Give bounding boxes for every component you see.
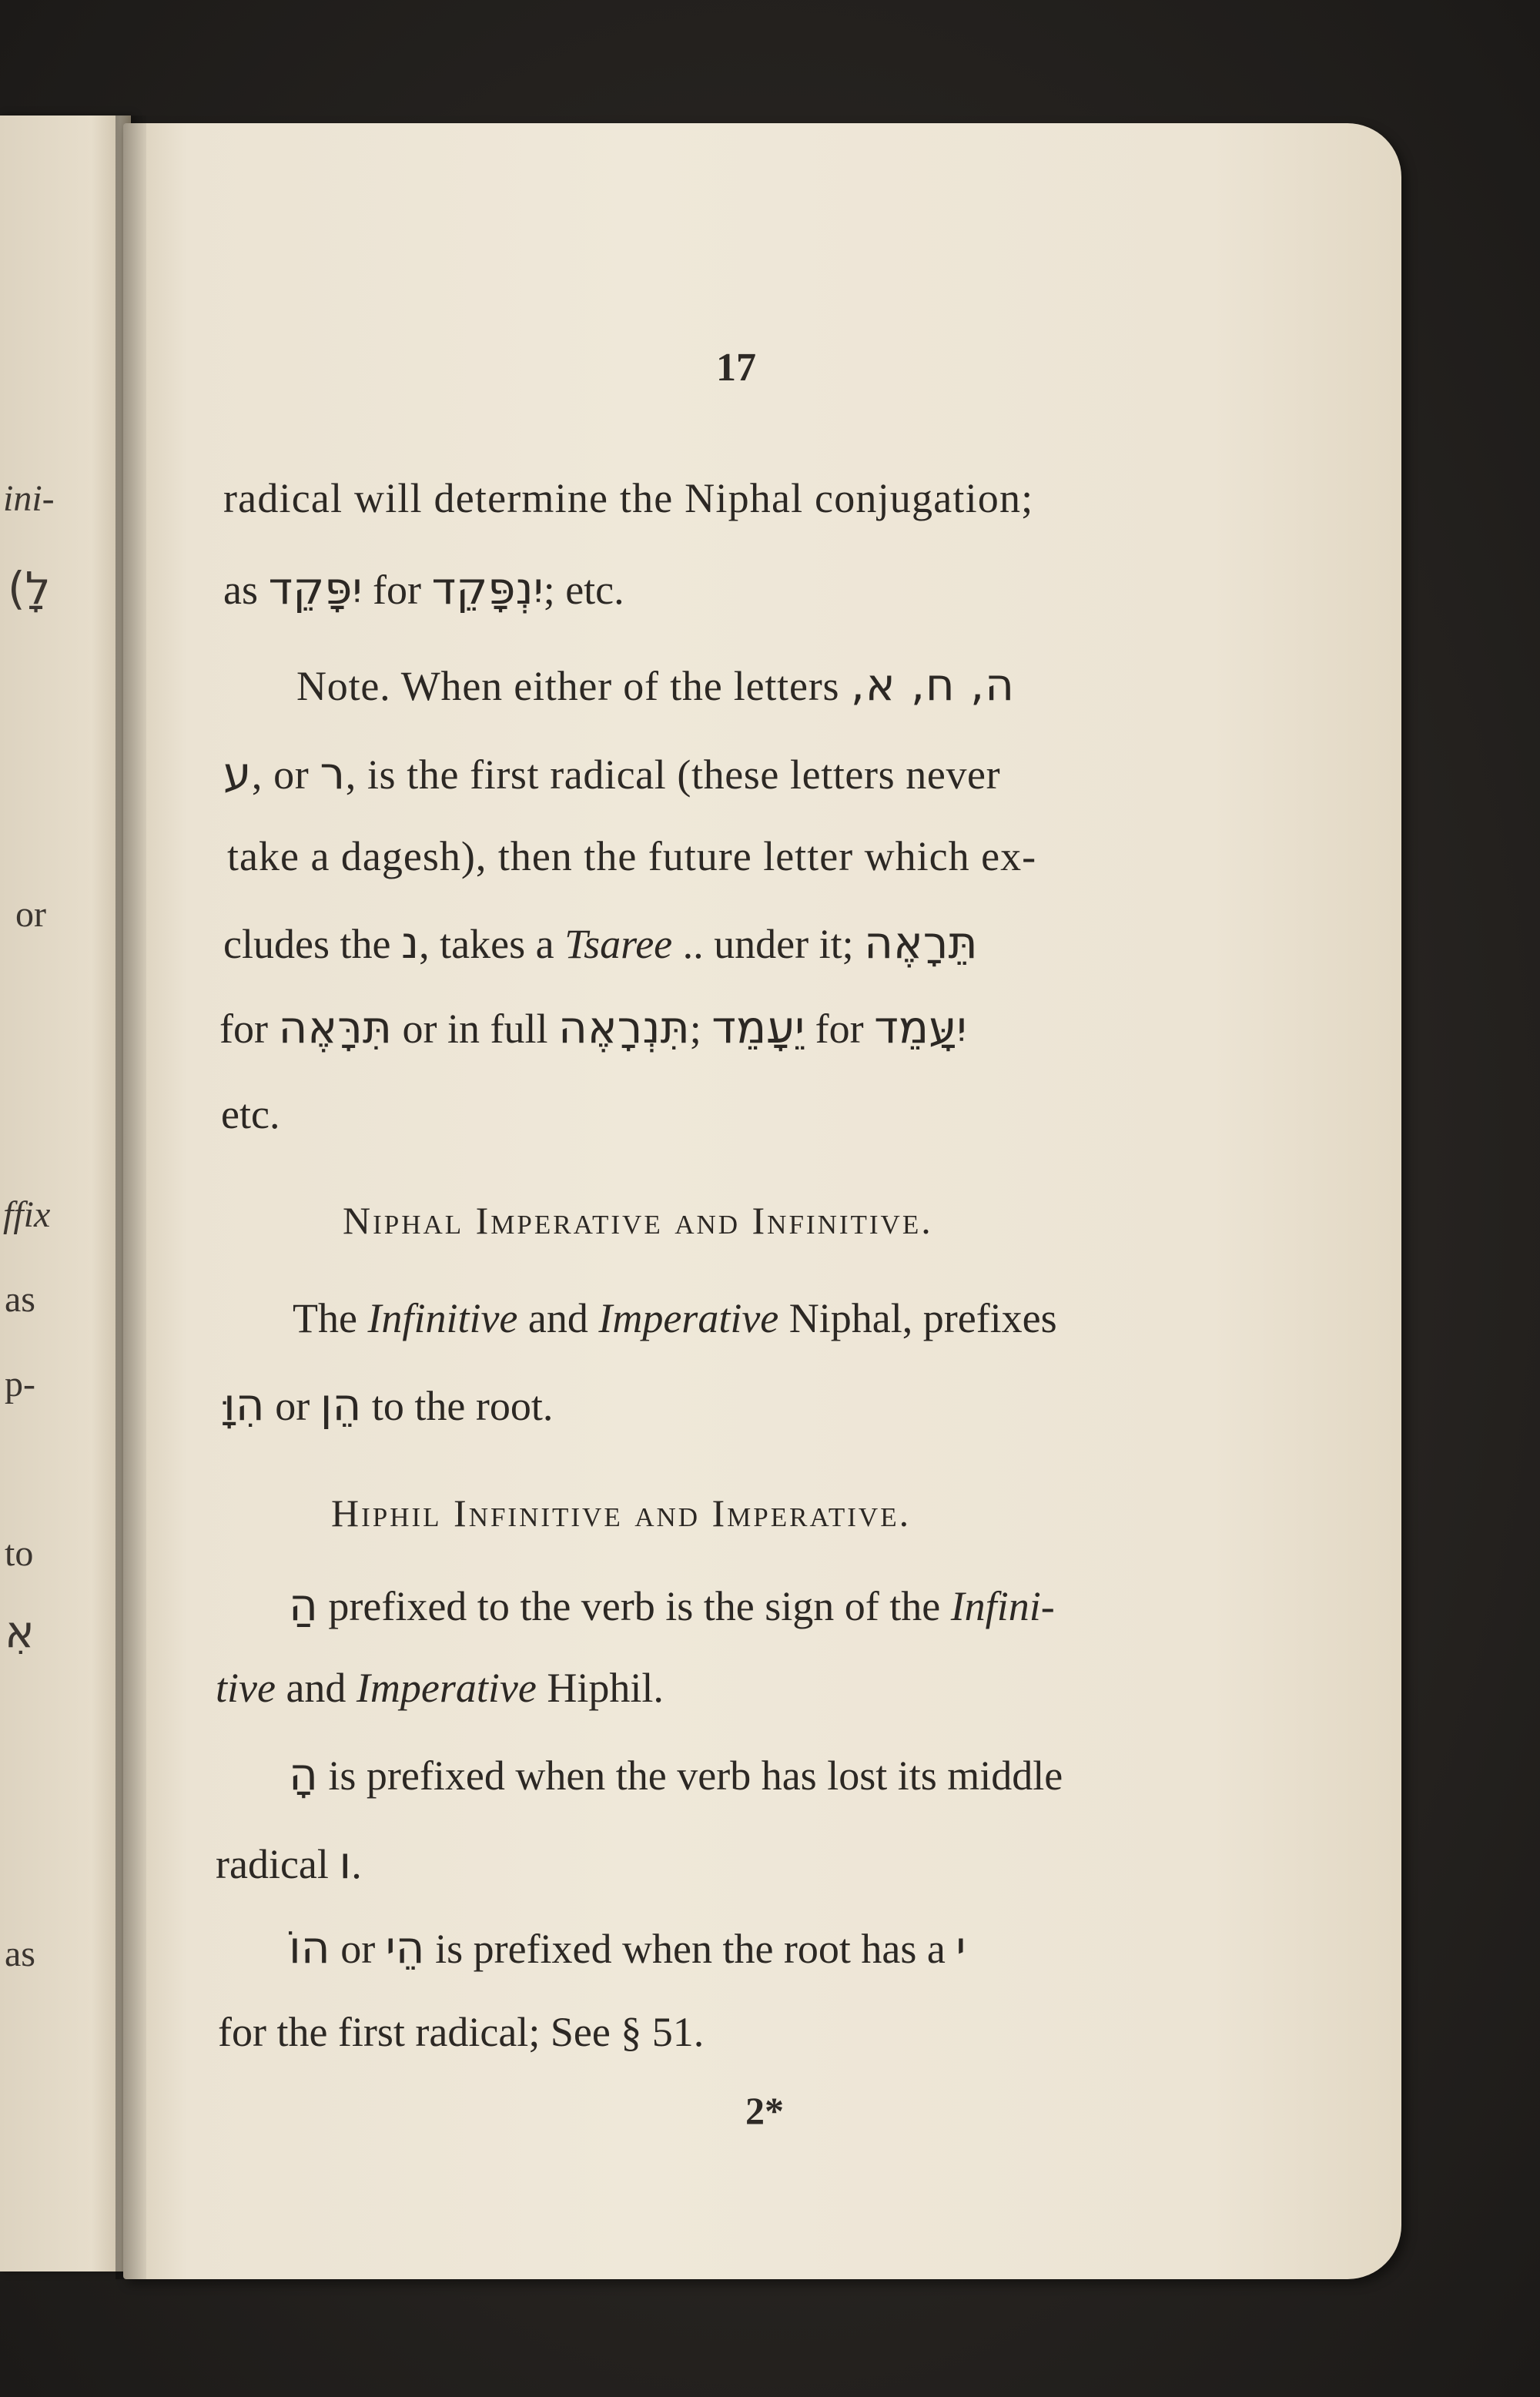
hebrew-letter: ע (223, 747, 252, 799)
book-gutter (116, 115, 146, 2279)
text-line: as יִפָּקֵד for יִנְפָּקֵד; etc. (223, 562, 624, 614)
left-fragment: to (5, 1533, 34, 1574)
hebrew-word: יִעָּמֵד (874, 1001, 967, 1053)
hebrew-word: יִפָּקֵד (268, 562, 363, 614)
text-line: הִוָּ or הֵן to the root. (223, 1378, 554, 1431)
hebrew-word: יִנְפָּקֵד (431, 562, 544, 614)
hebrew-word: תִּרָּאֶה (278, 1001, 392, 1053)
section-heading: Hiphil Infinitive and Imperative. (331, 1491, 912, 1535)
signature-mark: 2* (745, 2089, 784, 2132)
hebrew-prefix: הֵי (385, 1921, 425, 1974)
text-line: The Infinitive and Imperative Niphal, prefixes (293, 1295, 1057, 1341)
left-page (0, 115, 131, 2271)
text-line: take a dagesh), then the future letter which ex- (227, 833, 1037, 879)
text-line: הַ prefixed to the verb is the sign of the Infini- (289, 1578, 1055, 1631)
text-line: הָ is prefixed when the verb has lost its middle (289, 1748, 1063, 1800)
text-line: radical ו. (216, 1836, 362, 1889)
hebrew-prefix: הָ (289, 1748, 318, 1800)
text-line: etc. (221, 1091, 280, 1137)
text-line: ע, or ר, is the first radical (these letters never (223, 747, 1001, 799)
text-line: cludes the נ, takes a Tsaree .. under it; תֵּרָאֶה (223, 916, 978, 969)
hebrew-prefix: הַ (289, 1578, 318, 1631)
section-heading: Niphal Imperative and Infinitive. (343, 1199, 933, 1242)
hebrew-letter: ר (320, 747, 346, 799)
text-line: Note. When either of the letters ה, ח, א, (296, 658, 1015, 711)
text-line: for תִּרָּאֶה or in full תִּנְרָאֶה; יֵעָמֵד for יִעָּמֵד (219, 1001, 967, 1053)
text-line: for the first radical; See § 51. (218, 2009, 705, 2055)
left-fragment: אִ (5, 1605, 35, 1658)
hebrew-prefix: הֵן (320, 1378, 362, 1431)
left-fragment: as (5, 1279, 35, 1320)
left-fragment: p- (5, 1364, 35, 1404)
hebrew-prefix: הִוָּ (223, 1378, 265, 1431)
hebrew-letter: י (956, 1921, 966, 1974)
hebrew-letter: ו (339, 1836, 352, 1889)
hebrew-word: יֵעָמֵד (711, 1001, 805, 1053)
hebrew-letters: ה, ח, א, (850, 658, 1015, 711)
page-number: 17 (716, 346, 756, 390)
hebrew-word: תִּנְרָאֶה (557, 1001, 690, 1053)
left-fragment: or (15, 894, 46, 935)
left-fragment: ffix (3, 1194, 51, 1235)
left-fragment: ini- (3, 478, 55, 519)
left-fragment: as (5, 1933, 35, 1974)
hebrew-prefix: הוֹ (289, 1921, 330, 1974)
text-line: radical will determine the Niphal conjugation; (223, 475, 1034, 521)
text-line: הוֹ or הֵי is prefixed when the root has a י (289, 1921, 966, 1974)
text-line: tive and Imperative Hiphil. (216, 1665, 664, 1711)
hebrew-letter: נ (400, 916, 420, 969)
hebrew-word: תֵּרָאֶה (864, 916, 978, 969)
left-fragment: (לָ (8, 562, 51, 614)
